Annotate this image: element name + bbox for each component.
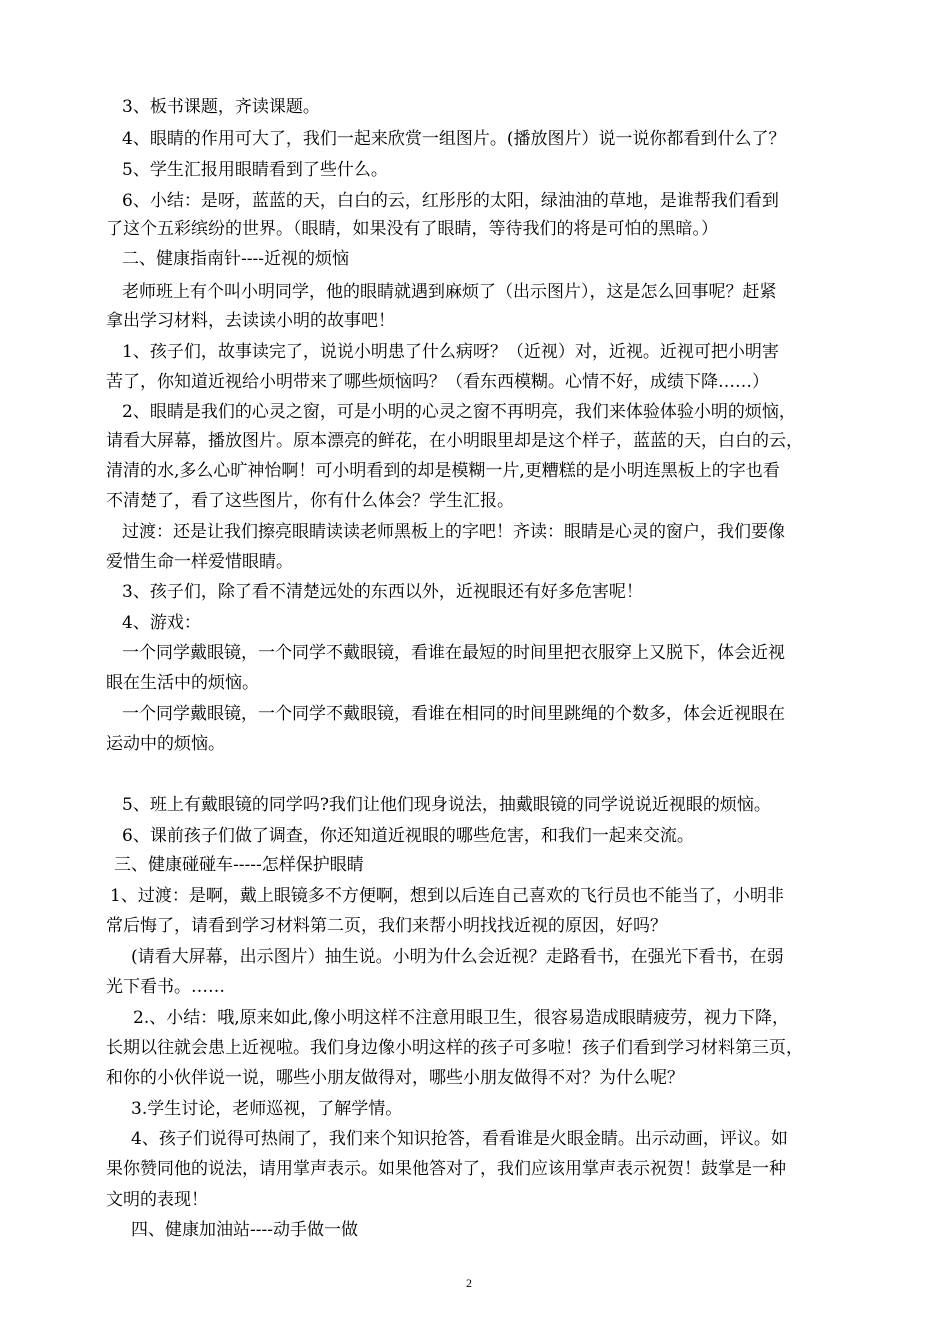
text-line: 眼在生活中的烦恼。 <box>106 673 259 693</box>
text-line: 不清楚了，看了这些图片，你有什么体会？学生汇报。 <box>106 491 514 511</box>
section-heading: 四、健康加油站----动手做一做 <box>131 1220 358 1240</box>
text-line: 一个同学戴眼镜，一个同学不戴眼镜，看谁在相同的时间里跳绳的个数多，体会近视眼在 <box>122 704 785 724</box>
text-line: 了这个五彩缤纷的世界。（眼睛，如果没有了眼睛，等待我们的将是可怕的黑暗。） <box>106 219 718 239</box>
text-line: 常后悔了，请看到学习材料第二页，我们来帮小明找找近视的原因，好吗？ <box>106 916 667 936</box>
text-line: 1、孩子们，故事读完了，说说小明患了什么病呀？（近视）对，近视。近视可把小明害 <box>122 342 779 362</box>
text-line: 1、过渡：是啊，戴上眼镜多不方便啊，想到以后连自己喜欢的飞行员也不能当了，小明非 <box>110 886 784 906</box>
text-line: 过渡：还是让我们擦亮眼睛读读老师黑板上的字吧！齐读：眼睛是心灵的窗户，我们要像 <box>122 522 785 542</box>
text-line: (请看大屏幕，出示图片）抽生说。小明为什么会近视？走路看书，在强光下看书，在弱 <box>131 947 784 967</box>
text-line: 6、课前孩子们做了调查，你还知道近视眼的哪些危害，和我们一起来交流。 <box>122 826 694 846</box>
text-line: 6、小结：是呀，蓝蓝的天，白白的云，红彤彤的太阳，绿油油的草地，是谁帮我们看到 <box>122 191 779 211</box>
text-line: 3、板书课题，齐读课题。 <box>122 97 320 117</box>
text-line: 苦了，你知道近视给小明带来了哪些烦恼吗？（看东西模糊。心情不好，成绩下降……） <box>106 372 769 392</box>
text-line: 3.学生讨论，老师巡视，了解学情。 <box>131 1099 403 1119</box>
text-line: 文明的表现！ <box>106 1190 208 1210</box>
page-number: 2 <box>466 1276 472 1290</box>
text-line: 长期以往就会患上近视啦。我们身边像小明这样的孩子可多啦！孩子们看到学习材料第三页， <box>106 1038 803 1058</box>
text-line: 运动中的烦恼。 <box>106 734 225 754</box>
text-line: 3、孩子们，除了看不清楚远处的东西以外，近视眼还有好多危害呢！ <box>122 582 643 602</box>
text-line: 爱惜生命一样爱惜眼睛。 <box>106 552 293 572</box>
text-line: 一个同学戴眼镜，一个同学不戴眼镜，看谁在最短的时间里把衣服穿上又脱下，体会近视 <box>122 643 785 663</box>
text-line: 请看大屏幕，播放图片。原本漂亮的鲜花，在小明眼里却是这个样子，蓝蓝的天，白白的云， <box>106 431 803 451</box>
section-heading: 三、健康碰碰车-----怎样保护眼睛 <box>114 855 364 875</box>
text-line: 2.、小结：哦,原来如此,像小明这样不注意用眼卫生，很容易造成眼睛疲劳，视力下降， <box>133 1008 790 1028</box>
text-line: 5、班上有戴眼镜的同学吗?我们让他们现身说法，抽戴眼镜的同学说说近视眼的烦恼。 <box>122 795 771 815</box>
text-line: 2、眼睛是我们的心灵之窗，可是小明的心灵之窗不再明亮，我们来体验体验小明的烦恼， <box>122 402 796 422</box>
text-line: 果你赞同他的说法，请用掌声表示。如果他答对了，我们应该用掌声表示祝贺！鼓掌是一种 <box>106 1159 786 1179</box>
text-line: 清清的水,多么心旷神怡啊！可小明看到的却是模糊一片,更糟糕的是小明连黑板上的字也看 <box>106 461 780 481</box>
text-line: 5、学生汇报用眼睛看到了些什么。 <box>122 160 388 180</box>
text-line: 和你的小伙伴说一说，哪些小朋友做得对，哪些小朋友做得不对？为什么呢？ <box>106 1068 684 1088</box>
text-line: 老师班上有个叫小明同学，他的眼睛就遇到麻烦了（出示图片），这是怎么回事呢？赶紧 <box>122 282 777 302</box>
section-heading: 二、健康指南针----近视的烦恼 <box>122 249 349 269</box>
text-line: 4、游戏： <box>122 613 201 633</box>
text-line: 拿出学习材料，去读读小明的故事吧！ <box>106 311 395 331</box>
text-line: 4、孩子们说得可热闹了，我们来个知识抢答，看看谁是火眼金睛。出示动画，评议。如 <box>131 1129 788 1149</box>
text-line: 4、眼睛的作用可大了，我们一起来欣赏一组图片。(播放图片）说一说你都看到什么了？ <box>122 129 786 149</box>
text-line: 光下看书。…… <box>106 977 225 997</box>
